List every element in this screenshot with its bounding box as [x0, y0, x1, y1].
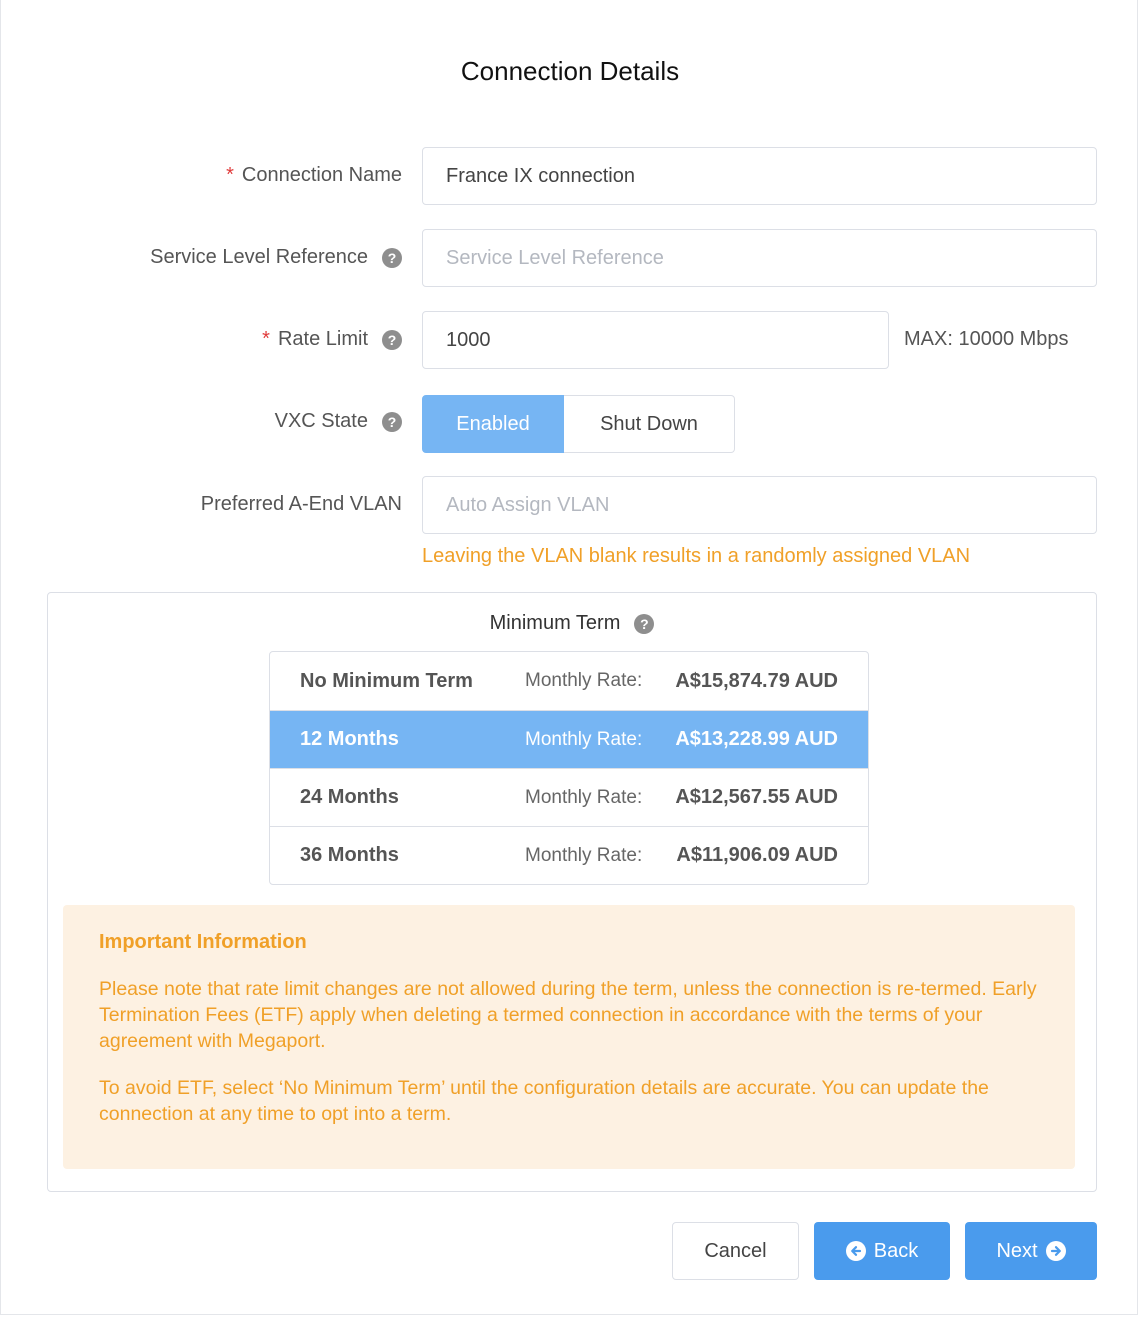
question-circle-icon[interactable]: ?: [382, 248, 402, 268]
monthly-rate-value: A$11,906.09 AUD: [676, 844, 838, 866]
minimum-term-panel: [47, 592, 1097, 1192]
cancel-button[interactable]: [672, 1222, 799, 1280]
important-information-paragraph: Please note that rate limit changes are not allowed during the term, unless the connection is re-termed. Early Termination Fees (ETF) apply when deleting a termed connection in accordance with the terms of your agreement with Megaport.: [99, 978, 1037, 1052]
vxc-state-enabled-button[interactable]: Enabled: [422, 395, 564, 453]
rate-limit-label-text: Rate Limit: [277, 328, 368, 350]
connection-name-label: [226, 164, 402, 187]
monthly-rate-label: Monthly Rate:: [525, 728, 643, 750]
connection-name-label-text: Connection Name: [241, 164, 402, 186]
arrow-right-circle-icon: [1046, 1241, 1066, 1261]
monthly-rate-value: A$12,567.55 AUD: [675, 786, 838, 808]
required-mark: *: [262, 328, 270, 350]
arrow-left-circle-icon: [846, 1241, 866, 1261]
vlan-input[interactable]: [422, 476, 1097, 534]
rate-limit-input[interactable]: [422, 311, 889, 369]
important-information-notice: [63, 905, 1075, 1169]
cancel-button-label: Cancel: [704, 1239, 767, 1262]
back-button-label: Back: [873, 1239, 919, 1262]
vlan-hint: Leaving the VLAN blank results in a randomly assigned VLAN: [422, 545, 971, 567]
term-name: 36 Months: [300, 844, 399, 866]
back-button[interactable]: [814, 1222, 950, 1280]
term-option-no-minimum[interactable]: [270, 652, 868, 710]
service-level-label-text: Service Level Reference: [150, 246, 368, 268]
rate-limit-label: [262, 328, 402, 351]
important-information-paragraph: To avoid ETF, select ‘No Minimum Term’ until the configuration details are accurate. You can update the connection at any time to opt into a term.: [99, 1077, 989, 1125]
monthly-rate-value: A$13,228.99 AUD: [675, 728, 838, 750]
required-mark: *: [226, 164, 234, 186]
term-name: 24 Months: [300, 786, 399, 808]
monthly-rate-label: Monthly Rate:: [525, 844, 643, 866]
term-option-12-months[interactable]: [270, 710, 868, 768]
monthly-rate-label: Monthly Rate:: [525, 670, 643, 691]
term-option-36-months[interactable]: [270, 826, 868, 884]
question-circle-icon[interactable]: ?: [382, 330, 402, 350]
minimum-term-heading: [48, 612, 1096, 635]
page-title: Connection Details: [460, 56, 680, 86]
rate-limit-max: MAX: 10000 Mbps: [904, 328, 1069, 350]
question-circle-icon[interactable]: ?: [382, 412, 402, 432]
vxc-state-toggle: [422, 395, 735, 453]
monthly-rate-label: Monthly Rate:: [525, 786, 643, 808]
service-level-label: [150, 246, 402, 269]
minimum-term-title: Minimum Term: [489, 612, 621, 634]
term-options-list: [269, 651, 869, 885]
vxc-state-label: [275, 410, 402, 433]
term-name: 12 Months: [300, 728, 399, 750]
next-button-label: Next: [996, 1239, 1038, 1262]
vxc-state-shutdown-button[interactable]: Shut Down: [564, 395, 735, 453]
next-button[interactable]: [965, 1222, 1097, 1280]
term-name: No Minimum Term: [300, 669, 473, 692]
connection-name-input[interactable]: [422, 147, 1097, 205]
important-information-title: Important Information: [99, 931, 307, 953]
question-circle-icon[interactable]: ?: [634, 614, 654, 634]
term-option-24-months[interactable]: [270, 768, 868, 826]
monthly-rate-value: A$15,874.79 AUD: [675, 669, 838, 692]
service-level-input[interactable]: [422, 229, 1097, 287]
vlan-label: [201, 493, 402, 516]
vxc-state-label-text: VXC State: [274, 410, 368, 432]
vlan-label-text: Preferred A-End VLAN: [200, 493, 402, 515]
